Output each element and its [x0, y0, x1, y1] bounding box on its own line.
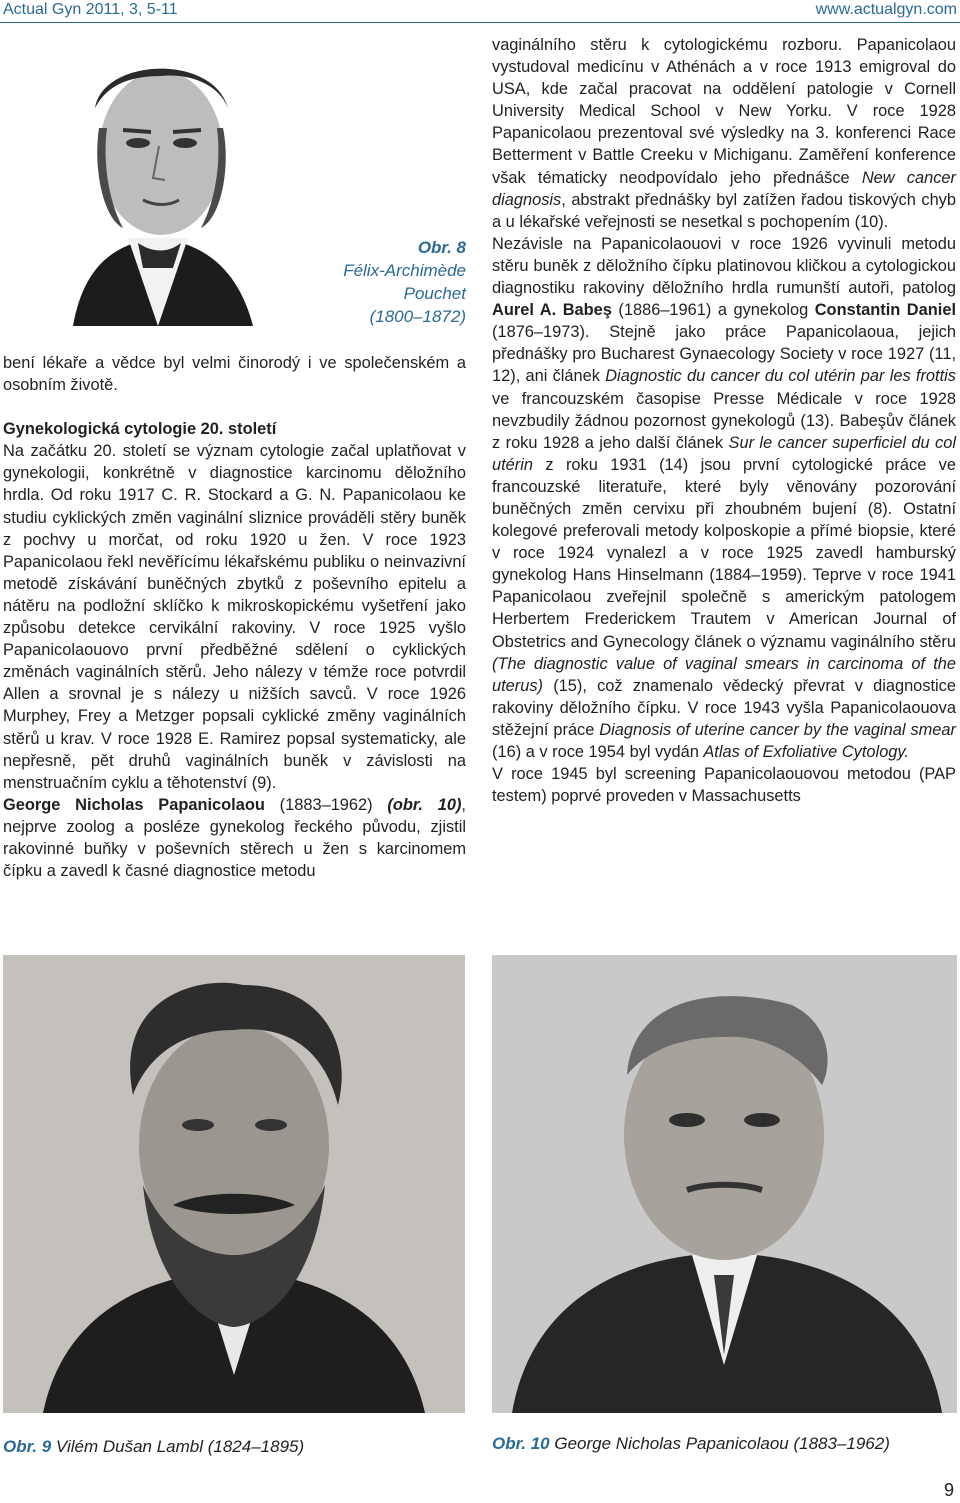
- figure-8-label: Obr. 8: [417, 238, 466, 257]
- portrait-pouchet: [3, 38, 313, 326]
- right-paragraph-2: [492, 233, 956, 763]
- journal-citation: Actual Gyn 2011, 3, 5-11: [3, 1, 178, 18]
- page-header: [0, 0, 960, 20]
- right-p2-e: z roku 1931 (14) jsou první cytologické práce ve francouzské literatuře, které byly věnovány pozorování buněčných změn cervixu při zhoubném bujení (8). Ostatní kolegové preferovali metody kolposkopie a přímé biopsie, které v roce 1924 vynalezl a v roce 1925 zavedl hamburský gynekolog Hans Hinselmann (1884–1959). Teprve v roce 1941 Papanicolaou zveřejnil společně s americkým patologem Herbertem Frederickem Trautem v American Journal of Obstetrics and Gynecology článek o významu vaginálního stěru: [492, 455, 956, 651]
- left-paragraph-2: [3, 794, 466, 882]
- figure-9-text: Vilém Dušan Lambl (1824–1895): [51, 1437, 305, 1456]
- right-p2-title-1: Diagnostic du cancer du col utérin par les frottis: [605, 367, 956, 386]
- daniel-name: Constantin Daniel: [814, 301, 956, 320]
- right-p2-f: (15), což znamenalo vědecký převrat v diagnostice rakoviny děložního čípku. V roce 1943 vyšla Papanicolaouova stěžejní práce: [492, 676, 956, 739]
- portrait-lambl: [3, 955, 465, 1413]
- figure-9-label: Obr. 9: [3, 1437, 52, 1456]
- figure-10-label: Obr. 10: [492, 1434, 550, 1453]
- page-number: 9: [943, 1480, 954, 1500]
- journal-website: www.actualgyn.com: [815, 1, 957, 18]
- papanicolaou-years: (1883–1962): [264, 795, 388, 814]
- right-p2-d: ve francouzském časopise Presse Médicale v roce 1928 nevzbudily žádnou pozornost gynekologů (13). Babeşův článek z roku 1928 a jeho další článek: [492, 389, 956, 452]
- right-p1-italic: New cancer diagnosis: [492, 168, 956, 209]
- right-paragraph-1: [492, 34, 956, 233]
- right-p2-a: Nezávisle na Papanicolaouovi v roce 1926 vyvinuli metodu stěru buněk z děložního čípku platinovou kličkou a cytologickou diagnostiku rakoviny děložního hrdla rumunští autoři, patolog: [492, 234, 956, 298]
- right-p2-title-5: Atlas of Exfoliative Cytology.: [703, 743, 909, 761]
- right-p2-g: (16) a v roce 1954 byl vydán: [492, 743, 704, 761]
- figure-8-years: (1800–1872): [369, 307, 466, 326]
- right-p2-b: (1886–1961) a gynekolog: [611, 301, 815, 320]
- figure-8-caption: [316, 236, 466, 328]
- right-p1-text: vaginálního stěru k cytologickému rozboru. Papanicolaou vystudoval medicínu v Athénách a v roce 1913 emigroval do USA, kde začal pracovat na oddělení patologie v Cornell University Medical School v New Yorku. V roce 1928 Papanicolaou prezentoval své výsledky na 3. konferenci Race Betterment v Battle Creeku v Michiganu. Zaměření konference však tématicky neodpovídalo jeho přednášce: [492, 36, 956, 187]
- right-p2-title-2: Sur le cancer superficiel du col utérin: [492, 433, 956, 474]
- right-paragraph-3: V roce 1945 byl screening Papanicolaouovou metodou (PAP testem) poprvé proveden v Massachusetts: [492, 765, 956, 806]
- papanicolaou-name: George Nicholas Papanicolaou: [3, 795, 265, 814]
- right-p2-title-4: Diagnosis of uterine cancer by the vaginal smear: [599, 720, 956, 739]
- left-paragraph-1: Na začátku 20. století se význam cytologie začal uplatňovat v gynekologii, konkrétně v diagnostice karcinomu děložního hrdla. Od roku 1917 C. R. Stockard a G. N. Papanicolaou ke studiu cyklických změn vaginální sliznice prováděli stěry buněk z pochvy u morčat, od roku 1920 u žen. V roce 1923 Papanicolaou řekl nevěřícímu lékařskému publiku o neinvazivní metodě získávání buněčných zbytků z poševního epitelu a nátěru na podložní sklíčko k mikroskopickému vyšetření jako způsobu detekce cervikální rakoviny. V roce 1925 vyšlo Papanicolaouovo první předběžné sdělení o cyklických změnách vaginálních stěrů. Jeho nálezy v témže roce potvrdil Allen a srovnal je s nálezy u nižších savců. V roce 1926 Murphey, Frey a Metzger popsali cyklické změny vaginálních stěrů u krav. V roce 1928 E. Ramirez popsal systematicky, ale nepřesně, pět druhů vaginálních buněk v závislosti na menstruačním cyklu a těhotenství (9).: [3, 442, 466, 792]
- figure-9-caption: [3, 1437, 304, 1457]
- right-p2-title-3: (The diagnostic value of vaginal smears in carcinoma of the uterus): [492, 654, 956, 695]
- section-heading: Gynekologická cytologie 20. století: [3, 420, 277, 439]
- figure-10-caption: [492, 1434, 890, 1454]
- right-p1-rest: , abstrakt přednášky byl zatížen řadou tiskových chyb a u lékařské veřejnosti se nesetkal s pochopením (10).: [492, 190, 956, 231]
- left-paragraph-2-rest: , nejprve zoolog a posléze gynekolog řeckého původu, zjistil rakovinné buňky v poševních stěrech u žen s karcinomem čípku a zavedl k časné diagnostice metodu: [3, 795, 466, 881]
- right-p2-c: (1876–1973). Stejně jako práce Papanicolaoua, jejich přednášky pro Bucharest Gynaecology Society v roce 1927 (11, 12), ani článek: [492, 323, 956, 386]
- babes-name: Aurel A. Babeş: [492, 301, 612, 320]
- intro-paragraph: bení lékaře a vědce byl velmi činorodý i ve společenském a osobním životě.: [3, 354, 466, 395]
- figure-10-text: George Nicholas Papanicolaou (1883–1962): [549, 1434, 890, 1453]
- figure-8-name-line1: Félix-Archimède: [343, 261, 466, 280]
- figure-8-name-line2: Pouchet: [403, 284, 466, 303]
- figure-10-reference: (obr. 10): [387, 795, 462, 814]
- right-column: [492, 34, 956, 807]
- left-column: [3, 352, 466, 882]
- header-rule: [0, 22, 960, 23]
- portrait-papanicolaou: [492, 955, 957, 1413]
